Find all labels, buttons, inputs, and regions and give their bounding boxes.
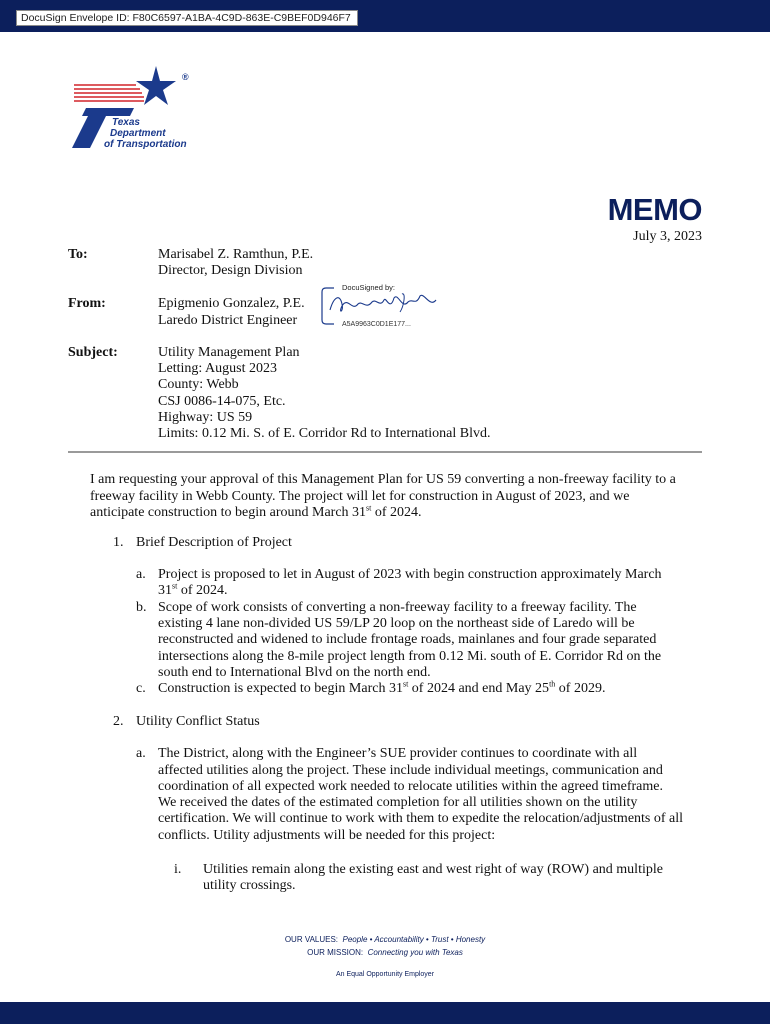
memo-date: July 3, 2023 — [633, 229, 702, 244]
intro-line: freeway facility in Webb County. The project will let for construction in August of 2023, and we — [90, 489, 630, 504]
footer-equal-opportunity: An Equal Opportunity Employer — [335, 971, 435, 978]
to-line: Director, Design Division — [158, 263, 303, 278]
footer-values: OUR VALUES: People • Accountability • Trust • Honesty — [284, 935, 486, 944]
section-title: Brief Description of Project — [136, 535, 292, 550]
signature-footer: A5A9963C0D1E177... — [342, 321, 411, 328]
item-line: south end to International Blvd on the north end. — [158, 665, 431, 680]
logo-text-line1: Texas — [112, 117, 140, 128]
to-line: Marisabel Z. Ramthun, P.E. — [158, 247, 314, 262]
item-line: Project is proposed to let in August of 2023 with begin construction approximately March — [158, 567, 662, 582]
from-label: From: — [68, 296, 106, 311]
subject-line: CSJ 0086-14-075, Etc. — [158, 394, 286, 409]
footer-mission: OUR MISSION: Connecting you with Texas — [307, 948, 463, 957]
item-line: existing 4 lane non-divided US 59/LP 20 loop on the northeast side of Laredo will be — [158, 616, 635, 631]
item-line: affected utilities along the project. These include individual meetings, communication and — [158, 763, 663, 778]
subject-line: Letting: August 2023 — [158, 361, 277, 376]
item-line: Construction is expected to begin March 31st of 2024 and end May 25th of 2029. — [158, 679, 606, 696]
docusign-envelope-id: DocuSign Envelope ID: F80C6597-A1BA-4C9D-863E-C9BEF0D946F7 — [16, 10, 358, 26]
item-line: coordination of all expected work needed to relocate utilities within the agreed timeframe. — [158, 779, 663, 794]
section-title: Utility Conflict Status — [136, 714, 260, 729]
subject-line: Utility Management Plan — [158, 345, 300, 360]
to-label: To: — [68, 247, 88, 262]
txdot-logo — [70, 62, 200, 154]
intro-line: anticipate construction to begin around March 31st of 2024. — [90, 503, 422, 520]
item-marker: b. — [136, 600, 147, 615]
from-line: Laredo District Engineer — [158, 313, 298, 328]
subitem-line: utility crossings. — [203, 878, 296, 893]
subject-line: Limits: 0.12 Mi. S. of E. Corridor Rd to International Blvd. — [158, 426, 491, 441]
item-line: We received the dates of the estimated completion for all utilities shown on the utility — [158, 795, 638, 810]
item-line: reconstructed and widened to include frontage roads, mainlanes and four grade separated — [158, 632, 657, 647]
item-marker: a. — [136, 746, 146, 761]
item-marker: a. — [136, 567, 146, 582]
subject-label: Subject: — [68, 345, 118, 360]
memo-title: MEMO — [607, 192, 702, 227]
header-divider — [68, 451, 702, 453]
item-line: Scope of work consists of converting a non-freeway facility to a freeway facility. The — [158, 600, 637, 615]
bottom-band — [0, 1002, 770, 1024]
subitem-line: Utilities remain along the existing east and west right of way (ROW) and multiple — [203, 862, 663, 877]
logo-text-line2: Department — [110, 128, 166, 139]
registered-mark: ® — [182, 72, 189, 82]
intro-line: I am requesting your approval of this Management Plan for US 59 converting a non-freeway facility to a — [90, 472, 676, 487]
from-line: Epigmenio Gonzalez, P.E. — [158, 296, 305, 311]
subject-line: County: Webb — [158, 377, 239, 392]
item-marker: c. — [136, 681, 146, 696]
item-line: The District, along with the Engineer’s SUE provider continues to coordinate with all — [158, 746, 638, 761]
subject-line: Highway: US 59 — [158, 410, 253, 425]
subitem-marker: i. — [174, 862, 182, 877]
item-line: certification. We will continue to work with them to expedite the relocation/adjustments of all — [158, 811, 684, 826]
signature-header: DocuSigned by: — [342, 283, 395, 292]
section-number: 1. — [113, 535, 124, 550]
item-line: conflicts. Utility adjustments will be needed for this project: — [158, 828, 496, 843]
section-number: 2. — [113, 714, 124, 729]
item-line: intersections along the 8-mile project length from 0.12 Mi. south of E. Corridor Rd on the — [158, 649, 662, 664]
logo-text-line3: of Transportation — [104, 139, 187, 150]
item-line: 31st of 2024. — [158, 581, 228, 598]
